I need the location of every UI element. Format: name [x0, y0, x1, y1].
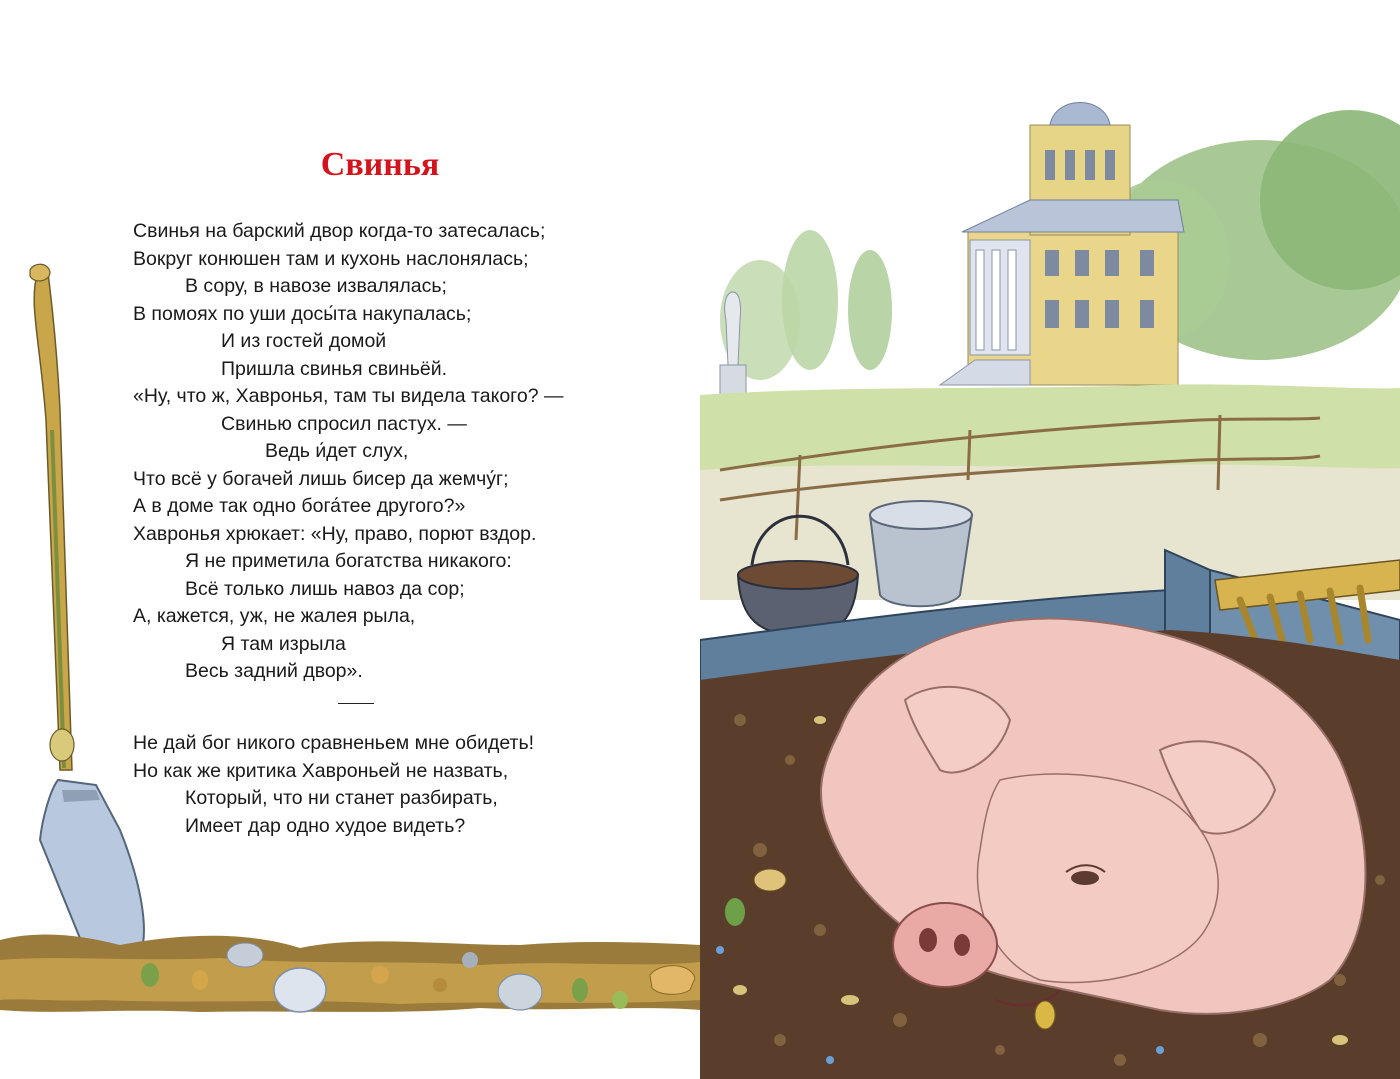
poem-line: Свинью спросил пастух. — [221, 412, 467, 435]
moral-line: Имеет дар одно худое видеть? [185, 814, 466, 837]
right-page [700, 0, 1400, 1079]
poem-line: Вокруг конюшен там и кухонь наслонялась; [133, 247, 529, 270]
poem-line: Свинья на барский двор когда-то затесалась; [133, 220, 546, 242]
poem-line: И из гостей домой [221, 330, 387, 352]
poem-line: «Ну, что ж, Хавронья, там ты видела такого? — [133, 385, 564, 407]
poem-line: Пришла свинья свиньёй. [221, 357, 448, 380]
page-title: Свинья [320, 146, 440, 183]
poem-line: Я там изрыла [221, 632, 346, 655]
poem-line: Что всё у богачей лишь бисер да жемчу́г; [133, 467, 509, 490]
poem-line: А, кажется, уж, не жалея рыла, [133, 605, 416, 627]
moral-line: Который, что ни станет разбирать, [185, 787, 498, 809]
poem-line: Всё только лишь навоз да сор; [185, 577, 465, 600]
moral-line: Не дай бог никого сравненьем мне обидеть! [133, 732, 535, 754]
poem-line: А в доме так одно бога́тее другого?» [133, 495, 466, 517]
moral-line: Но как же критика Хавроньей не назвать, [133, 759, 509, 782]
pig-illustration [700, 0, 1400, 1079]
poem-line: В сору, в навозе извалялась; [185, 275, 447, 297]
poem-line: Весь задний двор». [185, 660, 363, 682]
poem-line: В помоях по уши досы́та накупалась; [133, 302, 472, 325]
poem-line: Я не приметила богатства никакого: [185, 550, 512, 572]
poem-line: Хавронья хрюкает: «Ну, право, порют вздор. [133, 522, 537, 545]
poem-line: Ведь и́дет слух, [265, 440, 409, 462]
